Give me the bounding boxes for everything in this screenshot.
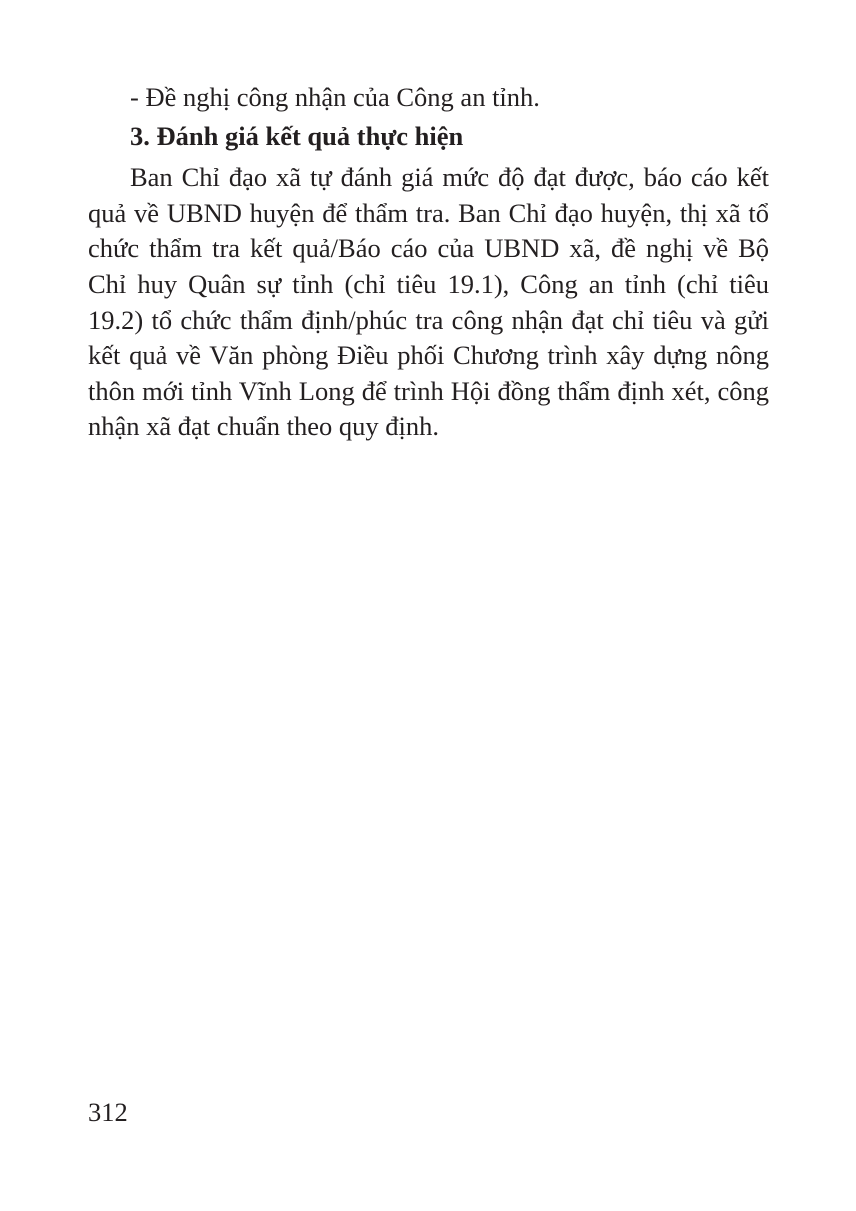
section-heading: 3. Đánh giá kết quả thực hiện bbox=[130, 120, 464, 151]
body-paragraph: Ban Chỉ đạo xã tự đánh giá mức độ đạt được, báo cáo kết quả về UBND huyện để thẩm tra. Ban Chỉ đạo huyện, thị xã tổ chức thẩm tra kết quả/Báo cáo của UBND xã, đề nghị về Bộ Chỉ huy Quân sự tỉnh (chỉ tiêu 19.1), Công an tỉnh (chỉ tiêu 19.2) tổ chức thẩm định/phúc tra công nhận đạt chỉ tiêu và gửi kết quả về Văn phòng Điều phối Chương trình xây dựng nông thôn mới tỉnh Vĩnh Long để trình Hội đồng thẩm định xét, công nhận xã đạt chuẩn theo quy định. bbox=[88, 162, 769, 442]
page-number: 312 bbox=[88, 1097, 128, 1127]
text-block bbox=[88, 80, 769, 445]
bullet-line: - Đề nghị công nhận của Công an tỉnh. bbox=[130, 82, 540, 112]
